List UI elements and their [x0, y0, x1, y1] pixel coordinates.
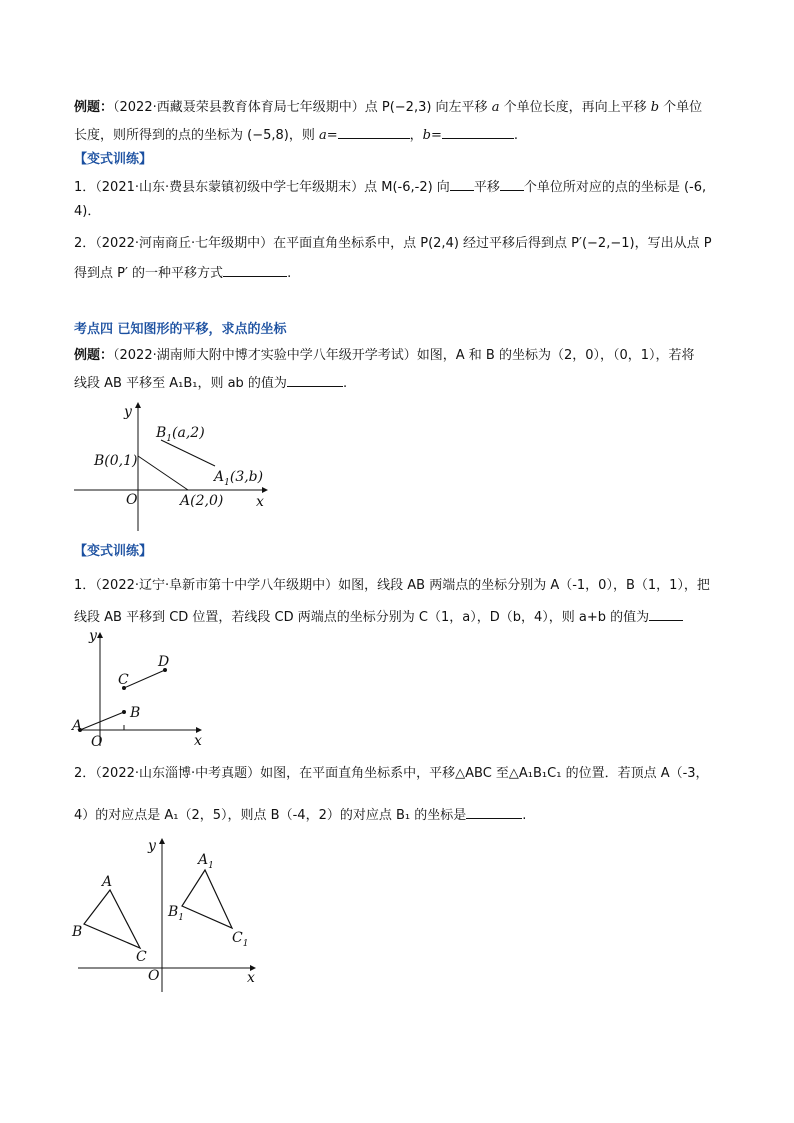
- training-q1-line-2: 4)．: [74, 204, 101, 219]
- point-a1-label: A: [198, 852, 209, 868]
- training2-q1-line-2: 线段 AB 平移到 CD 位置，若线段 CD 两端点的坐标分别为 C（1，a），D（b，4），则 a+b 的值为: [74, 606, 724, 628]
- svg-text:A1(3,b): $A_1(3,b)$: [214, 469, 264, 488]
- origin-label: O: [126, 492, 138, 508]
- example-label: 例题：: [74, 100, 114, 115]
- point-b-label: B: [130, 705, 141, 721]
- training2-q1-line-1: 1．（2022·辽宁·阜新市第十中学八年级期中）如图，线段 AB 两端点的坐标分别为 A（-1，0），B（1，1），把: [74, 578, 710, 593]
- origin-label: O: [91, 734, 103, 750]
- answer-a-label: a=: [318, 128, 338, 143]
- triangle-abc: [84, 890, 140, 948]
- training-header-2: 【变式训练】: [74, 544, 153, 559]
- svg-text:A1: $A_1$: [198, 852, 214, 871]
- segment-cd: [124, 670, 165, 688]
- section-4-title: 考点四 已知图形的平移，求点的坐标: [74, 322, 287, 337]
- point-b-label: B: [94, 453, 105, 469]
- training-q1-line-1: 1．（2021·山东·费县东蒙镇初级中学七年级期末）点 M(-6,-2) 向 平移 个单位所对应的点的坐标是 (-6,: [74, 176, 724, 198]
- svg-text:B1(a,2): $B_1(a,2)$: [156, 425, 205, 444]
- example-text: 长度，则所得到的点的坐标为 (−5,8)，则: [74, 128, 319, 143]
- y-axis-arrow: [97, 632, 103, 638]
- answer-blank-ab[interactable]: [287, 372, 343, 387]
- figure-1-coordinate-plane: [70, 400, 290, 540]
- point-b-label: B: [72, 924, 83, 940]
- point-b-coord: (0,1): [104, 453, 138, 469]
- training-header: 【变式训练】: [74, 152, 153, 167]
- y-axis-label: y: [124, 404, 132, 420]
- answer-blank-units[interactable]: [500, 176, 524, 191]
- y-axis-arrow: [159, 838, 165, 844]
- point-c1-label: C: [232, 930, 243, 946]
- answer-blank-translation[interactable]: [223, 262, 287, 277]
- point-a1-coord: (3,b): [229, 469, 264, 485]
- point-d-label: D: [158, 654, 170, 670]
- point-a-label: A: [180, 493, 191, 509]
- svg-text:C1: $C_1$: [232, 930, 249, 949]
- x-axis-arrow: [262, 487, 268, 493]
- example-text: （2022·西藏聂荣县教育体育局七年级期中）点 P(−2,3) 向左平移: [113, 100, 492, 115]
- segment-ab: [80, 712, 124, 730]
- point-b: [122, 710, 126, 714]
- var-a: a: [491, 100, 500, 115]
- example-3-line-2: 长度，则所得到的点的坐标为 (−5,8)，则 a= ，b= .: [74, 124, 724, 146]
- point-a-label: A: [102, 874, 113, 890]
- point-c-label: C: [118, 672, 129, 688]
- answer-blank-a-plus-b[interactable]: [649, 606, 683, 621]
- point-a1-label: A: [214, 469, 225, 485]
- example-3-line-1: [74, 98, 724, 118]
- example-text: 个单位长度，再向上平移: [499, 100, 651, 115]
- training-q2-line-2: 得到点 P′ 的一种平移方式 .: [74, 262, 724, 284]
- x-axis-label: x: [256, 494, 264, 510]
- point-a-coord: (2,0): [190, 493, 224, 509]
- answer-blank-b[interactable]: [442, 124, 514, 139]
- answer-b-label: b=: [422, 128, 442, 143]
- triangle-a1b1c1: [182, 870, 232, 928]
- y-axis-label: y: [89, 628, 97, 644]
- var-b: b: [650, 100, 660, 115]
- point-b1-label: B: [168, 904, 179, 920]
- y-axis-arrow: [135, 402, 141, 408]
- segment-ab: [138, 456, 188, 490]
- point-b1-coord: (a,2): [172, 425, 205, 441]
- x-axis-label: x: [247, 970, 255, 986]
- section-4-example-line-2: 线段 AB 平移至 A₁B₁，则 ab 的值为 .: [74, 372, 724, 394]
- svg-text:B(0,1): [93, 453, 138, 469]
- example-label: 例题：: [74, 348, 114, 363]
- answer-blank-b1[interactable]: [466, 804, 522, 819]
- training-q2-line-1: 2．（2022·河南商丘·七年级期中）在平面直角坐标系中，点 P(2,4) 经过平移后得到点 P′(−2,−1)，写出从点 P: [74, 236, 712, 251]
- example-text: 个单位: [659, 100, 703, 115]
- training2-q2-line-2: 4）的对应点是 A₁（2，5），则点 B（-4，2）的对应点 B₁ 的坐标是 .: [74, 804, 724, 826]
- training2-q2-line-1: 2．（2022·山东淄博·中考真题）如图，在平面直角坐标系中，平移△ABC 至△A₁B₁C₁ 的位置．若顶点 A（-3，: [74, 766, 709, 781]
- svg-text:B1: $B_1$: [168, 904, 185, 923]
- point-b1-label: B: [156, 425, 167, 441]
- figure-3-coordinate-plane: [70, 836, 270, 996]
- point-c-label: C: [136, 949, 147, 965]
- section-4-example-line-1: 例题：（2022·湖南师大附中博才实验中学八年级开学考试）如图，A 和 B 的坐标为（2，0），（0，1），若将: [74, 348, 695, 363]
- answer-blank-a[interactable]: [338, 124, 410, 139]
- x-axis-label: x: [194, 733, 202, 749]
- point-a-label: A: [72, 718, 83, 734]
- answer-blank-direction[interactable]: [450, 176, 474, 191]
- y-axis-label: y: [148, 838, 156, 854]
- origin-label: O: [148, 968, 160, 984]
- svg-text:A(2,0): [178, 493, 223, 509]
- figure-2-coordinate-plane: [70, 626, 210, 750]
